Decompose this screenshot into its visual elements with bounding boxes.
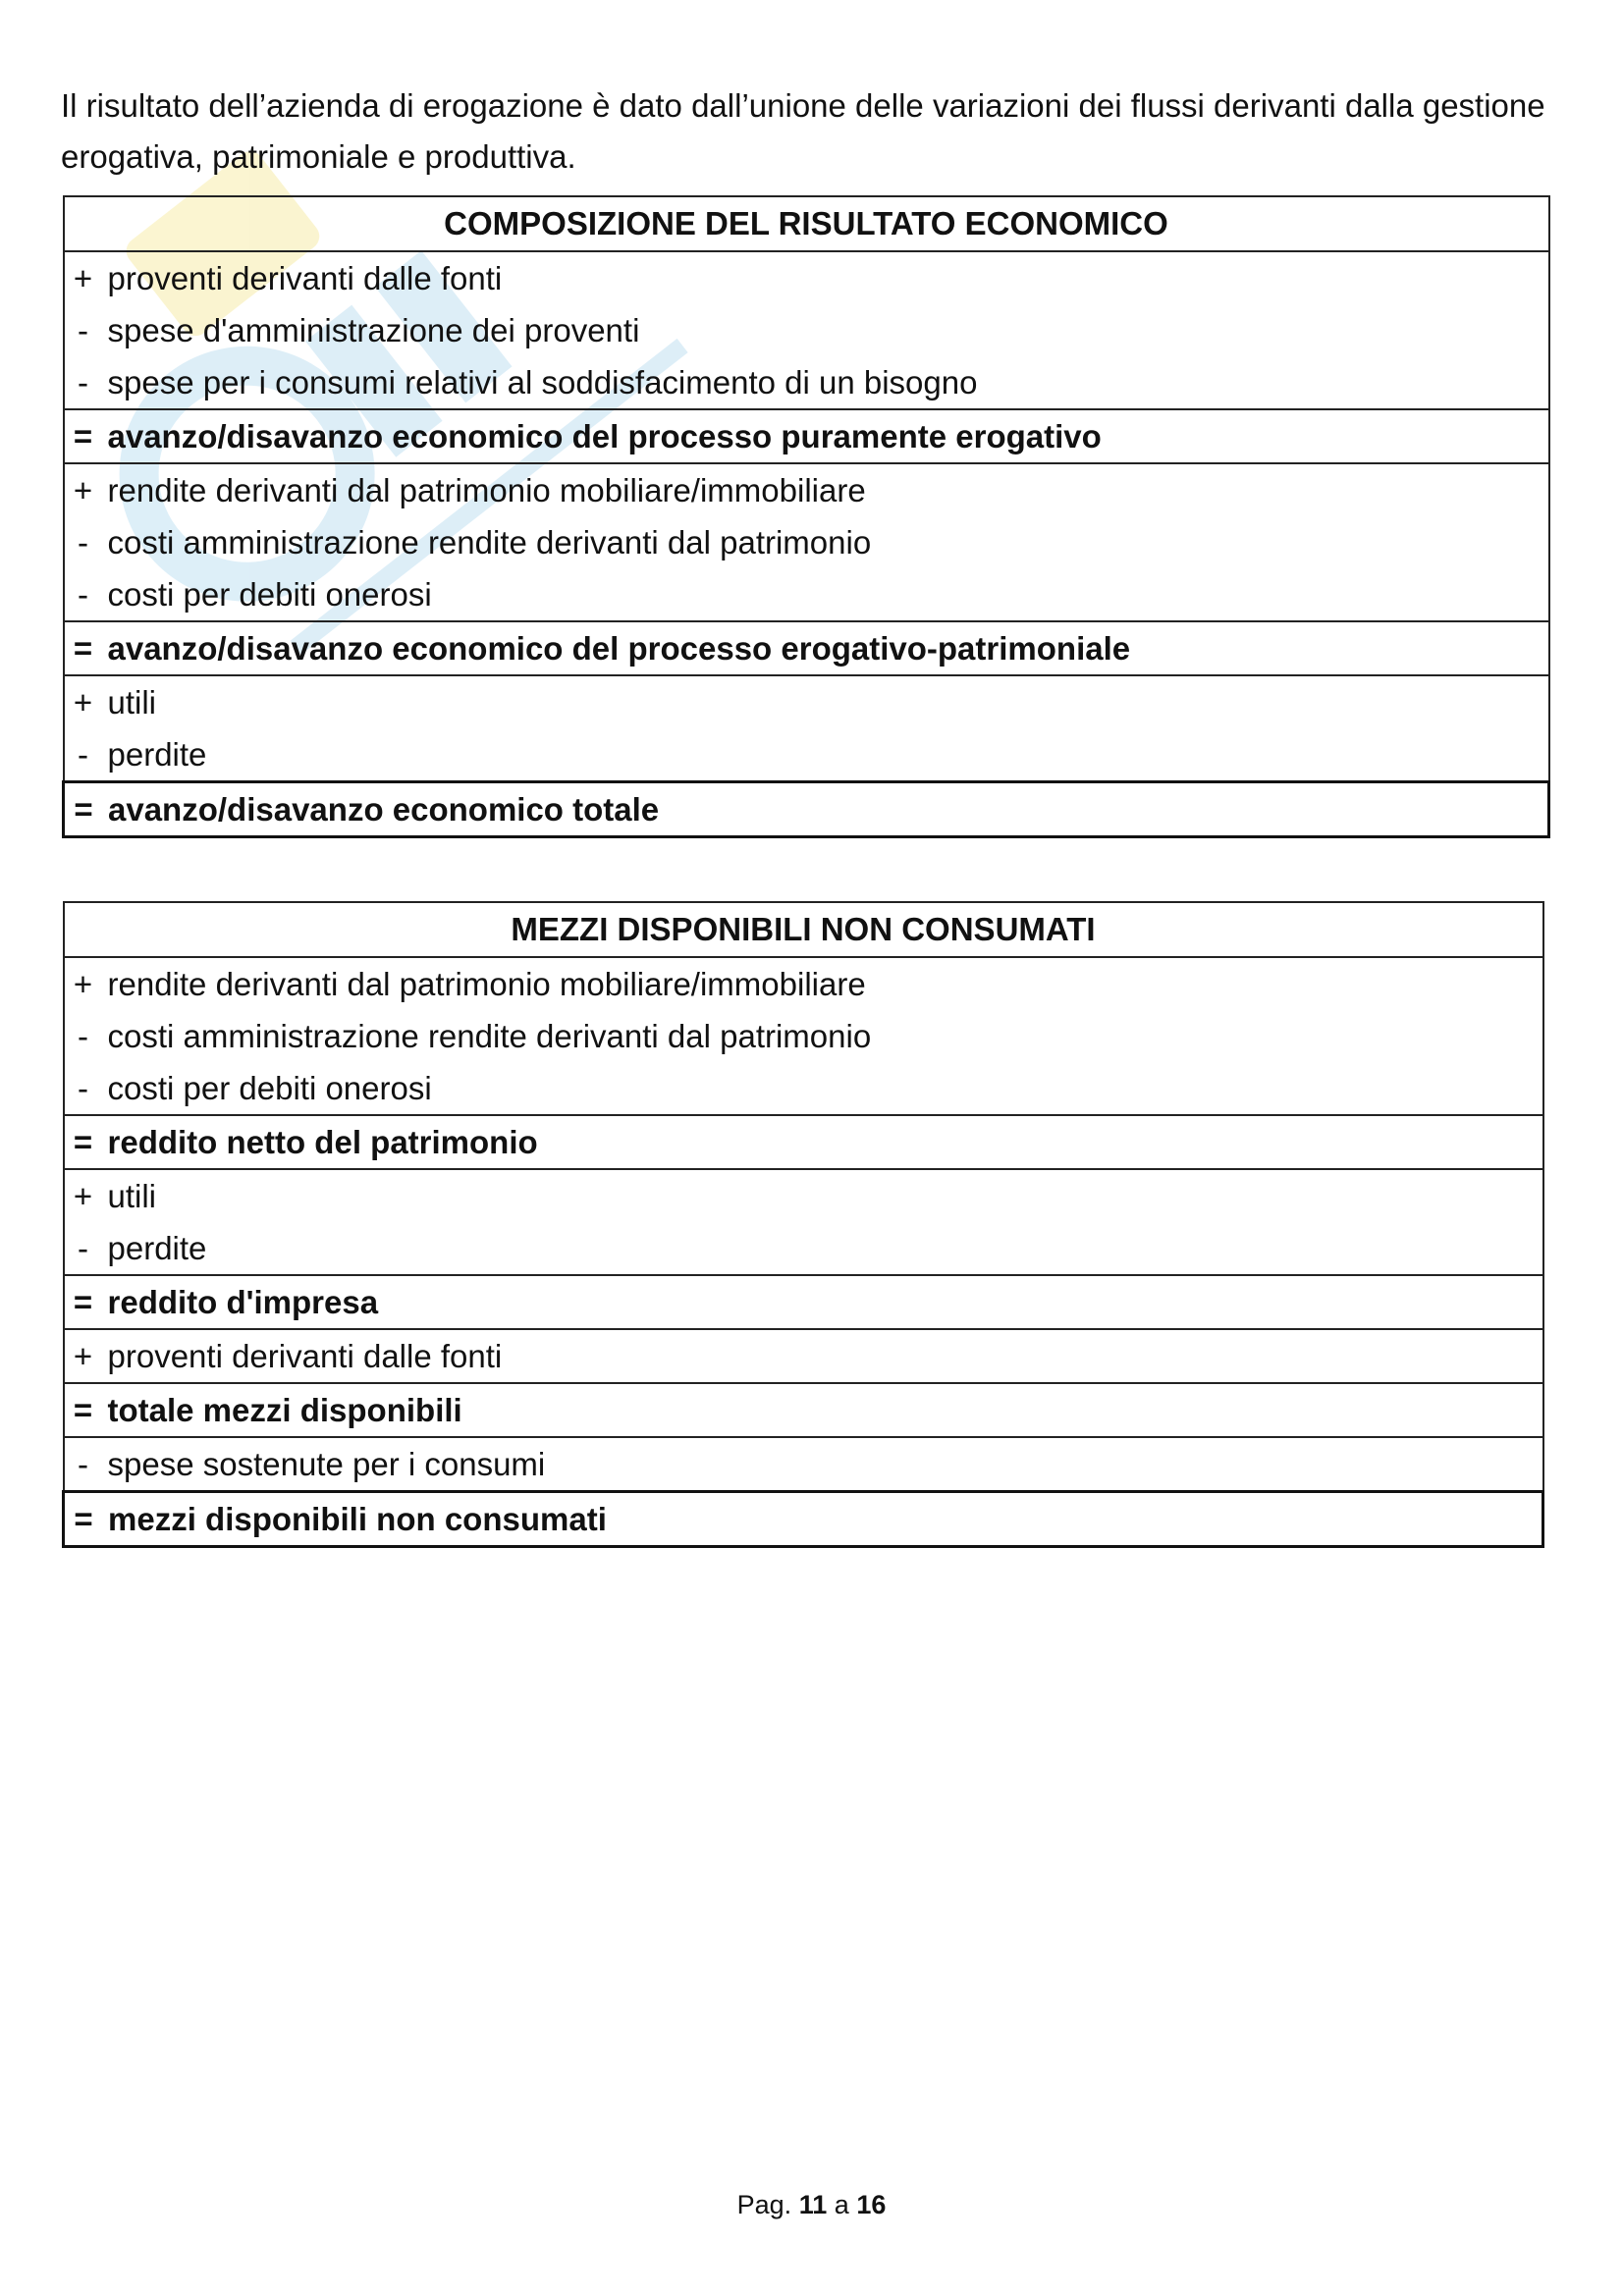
- result-line: [65, 1276, 1542, 1328]
- line-text: proventi derivanti dalle fonti: [107, 260, 503, 296]
- table-group-cell: [64, 409, 1549, 463]
- table-group-row: [64, 1115, 1543, 1169]
- item-line: [65, 728, 1548, 780]
- current-page: 11: [798, 2190, 828, 2219]
- operator-sign: -: [78, 364, 88, 400]
- line-text: proventi derivanti dalle fonti: [107, 1338, 503, 1374]
- table-title-row: [64, 196, 1549, 251]
- table-title: MEZZI DISPONIBILI NON CONSUMATI: [64, 902, 1543, 957]
- table-group-row: [64, 409, 1549, 463]
- table-title: COMPOSIZIONE DEL RISULTATO ECONOMICO: [64, 196, 1549, 251]
- table-group-cell: [64, 782, 1549, 837]
- result-line: [65, 1493, 1542, 1545]
- operator-sign: -: [78, 576, 88, 613]
- table-group-row: [64, 1275, 1543, 1329]
- operator-sign: =: [73, 1392, 93, 1428]
- table-group-row: [64, 782, 1549, 837]
- operator-sign: -: [78, 1230, 88, 1266]
- table-group-row: [64, 251, 1549, 409]
- item-line: [65, 1010, 1542, 1062]
- footer-separator: a: [834, 2190, 849, 2219]
- table-title-row: [64, 902, 1543, 957]
- table-group-cell: [64, 675, 1549, 782]
- table-group-row: [64, 463, 1549, 621]
- table-group-row: [64, 675, 1549, 782]
- line-text: perdite: [107, 1230, 207, 1266]
- result-line: [65, 410, 1548, 462]
- line-text: rendite derivanti dal patrimonio mobiliare/immobiliare: [107, 966, 866, 1002]
- line-text: avanzo/disavanzo economico del processo puramente erogativo: [107, 418, 1102, 454]
- operator-sign: =: [73, 1124, 93, 1160]
- line-text: costi amministrazione rendite derivanti dal patrimonio: [107, 524, 872, 561]
- line-text: avanzo/disavanzo economico totale: [108, 791, 660, 828]
- table-group-row: [64, 1169, 1543, 1275]
- mezzi-disponibili-table: [62, 901, 1544, 1548]
- operator-sign: +: [73, 966, 93, 1002]
- table-group-row: [64, 1383, 1543, 1437]
- table-group-cell: [64, 621, 1549, 675]
- line-text: spese d'amministrazione dei proventi: [107, 312, 640, 348]
- line-text: avanzo/disavanzo economico del processo erogativo-patrimoniale: [107, 630, 1131, 667]
- operator-sign: =: [74, 1501, 93, 1537]
- table-group-row: [64, 957, 1543, 1115]
- item-line: [65, 1062, 1542, 1114]
- footer-prefix: Pag.: [736, 2190, 792, 2219]
- item-line: [65, 516, 1548, 568]
- result-line: [65, 622, 1548, 674]
- operator-sign: +: [73, 260, 93, 296]
- line-text: mezzi disponibili non consumati: [108, 1501, 607, 1537]
- operator-sign: +: [73, 684, 93, 721]
- line-text: rendite derivanti dal patrimonio mobiliare/immobiliare: [107, 472, 866, 508]
- table-group-cell: [64, 1383, 1543, 1437]
- item-line: [65, 958, 1542, 1010]
- table-group-cell: [64, 463, 1549, 621]
- page-footer: [0, 2187, 1623, 2222]
- item-line: [65, 1438, 1542, 1490]
- line-text: costi per debiti onerosi: [107, 576, 432, 613]
- table-group-cell: [64, 1115, 1543, 1169]
- operator-sign: +: [73, 1338, 93, 1374]
- item-line: [65, 1170, 1542, 1222]
- line-text: spese sostenute per i consumi: [107, 1446, 546, 1482]
- line-text: utili: [107, 1178, 157, 1214]
- line-text: spese per i consumi relativi al soddisfacimento di un bisogno: [107, 364, 978, 400]
- result-line: [65, 1116, 1542, 1168]
- operator-sign: -: [78, 1446, 88, 1482]
- table-group-cell: [64, 1492, 1543, 1547]
- result-line: [65, 783, 1547, 835]
- composizione-risultato-table: [62, 195, 1550, 838]
- operator-sign: +: [73, 472, 93, 508]
- item-line: [65, 676, 1548, 728]
- line-text: costi per debiti onerosi: [107, 1070, 432, 1106]
- operator-sign: =: [73, 418, 93, 454]
- item-line: [65, 356, 1548, 408]
- operator-sign: -: [78, 1070, 88, 1106]
- table-group-cell: [64, 251, 1549, 409]
- intro-paragraph: Il risultato dell’azienda di erogazione è dato dall’unione delle variazioni dei flussi derivanti dalla gestione erogativa, patrimoniale e produttiva.: [61, 87, 1545, 175]
- line-text: reddito netto del patrimonio: [107, 1124, 538, 1160]
- operator-sign: -: [78, 524, 88, 561]
- total-pages: 16: [856, 2190, 887, 2219]
- table-group-cell: [64, 1437, 1543, 1492]
- table-group-row: [64, 1492, 1543, 1547]
- table-group-cell: [64, 1329, 1543, 1383]
- item-line: [65, 1222, 1542, 1274]
- line-text: utili: [107, 684, 157, 721]
- item-line: [65, 304, 1548, 356]
- operator-sign: =: [73, 1284, 93, 1320]
- operator-sign: -: [78, 736, 88, 773]
- operator-sign: -: [78, 312, 88, 348]
- line-text: totale mezzi disponibili: [107, 1392, 462, 1428]
- line-text: perdite: [107, 736, 207, 773]
- item-line: [65, 568, 1548, 620]
- line-text: reddito d'impresa: [107, 1284, 379, 1320]
- line-text: costi amministrazione rendite derivanti dal patrimonio: [107, 1018, 872, 1054]
- table-group-cell: [64, 957, 1543, 1115]
- operator-sign: =: [73, 630, 93, 667]
- result-line: [65, 1384, 1542, 1436]
- operator-sign: =: [74, 791, 93, 828]
- item-line: [65, 252, 1548, 304]
- operator-sign: +: [73, 1178, 93, 1214]
- table-group-cell: [64, 1275, 1543, 1329]
- table-group-row: [64, 1329, 1543, 1383]
- operator-sign: -: [78, 1018, 88, 1054]
- table-group-row: [64, 621, 1549, 675]
- item-line: [65, 464, 1548, 516]
- item-line: [65, 1330, 1542, 1382]
- table-group-cell: [64, 1169, 1543, 1275]
- table-group-row: [64, 1437, 1543, 1492]
